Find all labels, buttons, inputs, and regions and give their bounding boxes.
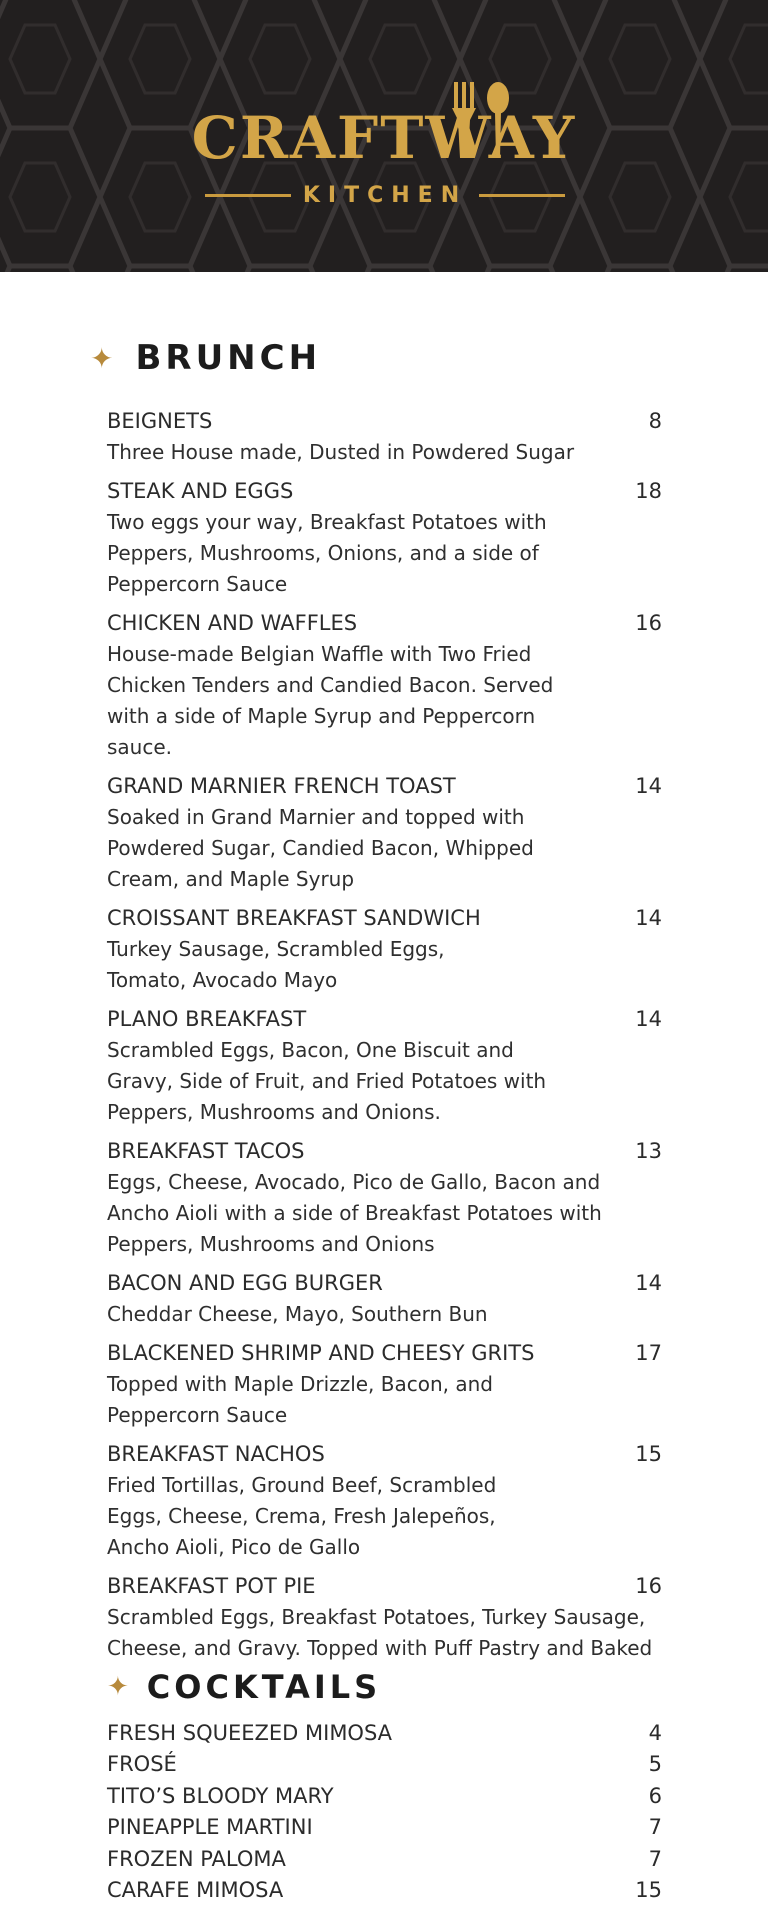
item-description: Topped with Maple Drizzle, Bacon, and Peppercorn Sauce xyxy=(107,1372,493,1427)
item-name: BREAKFAST TACOS xyxy=(107,1139,305,1163)
menu-item xyxy=(107,1268,662,1330)
brand-subtitle-row xyxy=(205,180,565,210)
item-name: CARAFE MIMOSA xyxy=(107,1878,284,1903)
divider xyxy=(479,194,565,197)
item-name: FROZEN PALOMA xyxy=(107,1846,286,1871)
menu-item xyxy=(107,1718,662,1749)
menu-item xyxy=(107,608,662,763)
item-description: Eggs, Cheese, Avocado, Pico de Gallo, Bacon and Ancho Aioli with a side of Breakfast Potatoes with Peppers, Mushrooms and Onions xyxy=(107,1170,602,1256)
item-name: BACON AND EGG BURGER xyxy=(107,1271,383,1295)
menu-item xyxy=(107,1875,662,1906)
item-description: Scrambled Eggs, Breakfast Potatoes, Turkey Sausage, Cheese, and Gravy. Topped with Puff Pastry and Baked xyxy=(107,1605,653,1660)
item-price: 15 xyxy=(635,1442,662,1466)
item-name: FROSÉ xyxy=(107,1752,177,1777)
item-price: 14 xyxy=(635,1271,662,1295)
item-name: TITO’S BLOODY MARY xyxy=(107,1783,334,1808)
item-price: 18 xyxy=(635,479,662,503)
item-price: 14 xyxy=(635,906,662,930)
item-price: 7 xyxy=(648,1815,662,1840)
item-name: CROISSANT BREAKFAST SANDWICH xyxy=(107,906,481,930)
menu-item xyxy=(107,1781,662,1812)
item-name: STEAK AND EGGS xyxy=(107,479,294,503)
cocktails-heading xyxy=(107,1668,381,1706)
item-price: 7 xyxy=(648,1846,662,1871)
divider xyxy=(205,194,291,197)
header-banner xyxy=(0,0,768,272)
item-price: 17 xyxy=(635,1341,662,1365)
item-description: Cheddar Cheese, Mayo, Southern Bun xyxy=(107,1302,488,1326)
brunch-heading xyxy=(90,338,321,378)
menu-item xyxy=(107,1136,662,1260)
menu-item xyxy=(107,1571,662,1664)
brand-subtitle: KITCHEN xyxy=(302,182,468,208)
menu-item xyxy=(107,1338,662,1431)
section-title: COCKTAILS xyxy=(146,1668,382,1706)
item-description: Three House made, Dusted in Powdered Sugar xyxy=(107,440,575,464)
item-description: Fried Tortillas, Ground Beef, Scrambled Eggs, Cheese, Crema, Fresh Jalepeños, Ancho Aioli, Pico de Gallo xyxy=(107,1473,497,1559)
item-price: 14 xyxy=(635,774,662,798)
item-description: Scrambled Eggs, Bacon, One Biscuit and Gravy, Side of Fruit, and Fried Potatoes with Peppers, Mushrooms and Onions. xyxy=(107,1038,547,1124)
item-name: BREAKFAST NACHOS xyxy=(107,1442,325,1466)
brand-name: CRAFTWAY xyxy=(191,104,577,172)
menu-item xyxy=(107,406,662,468)
section-title: BRUNCH xyxy=(135,338,322,378)
item-name: CHICKEN AND WAFFLES xyxy=(107,611,358,635)
item-name: PLANO BREAKFAST xyxy=(107,1007,307,1031)
menu-item xyxy=(107,1439,662,1563)
item-price: 14 xyxy=(635,1007,662,1031)
brunch-menu xyxy=(107,406,662,1672)
item-price: 5 xyxy=(648,1752,662,1777)
item-description: Soaked in Grand Marnier and topped with Powdered Sugar, Candied Bacon, Whipped Cream, and Maple Syrup xyxy=(107,805,534,891)
star-icon: ✦ xyxy=(107,1672,133,1702)
item-price: 15 xyxy=(635,1878,662,1903)
menu-item xyxy=(107,1812,662,1843)
item-name: BREAKFAST POT PIE xyxy=(107,1574,316,1598)
item-description: Two eggs your way, Breakfast Potatoes with Peppers, Mushrooms, Onions, and a side of Peppercorn Sauce xyxy=(107,510,547,596)
item-name: FRESH SQUEEZED MIMOSA xyxy=(107,1721,393,1745)
item-price: 13 xyxy=(635,1139,662,1163)
cocktail-menu xyxy=(107,1718,662,1906)
item-price: 16 xyxy=(635,1574,662,1598)
star-icon: ✦ xyxy=(90,341,118,375)
menu-item xyxy=(107,1004,662,1128)
item-name: PINEAPPLE MARTINI xyxy=(107,1815,313,1840)
menu-item xyxy=(107,1749,662,1780)
item-name: GRAND MARNIER FRENCH TOAST xyxy=(107,774,456,798)
item-price: 4 xyxy=(648,1721,662,1745)
menu-item xyxy=(107,771,662,895)
item-description: Turkey Sausage, Scrambled Eggs, Tomato, Avocado Mayo xyxy=(107,937,445,992)
item-price: 16 xyxy=(635,611,662,635)
item-price: 8 xyxy=(648,409,662,433)
menu-item xyxy=(107,1844,662,1875)
menu-item xyxy=(107,476,662,600)
logo xyxy=(0,0,768,272)
item-name: BLACKENED SHRIMP AND CHEESY GRITS xyxy=(107,1341,535,1365)
menu-item xyxy=(107,903,662,996)
item-price: 6 xyxy=(648,1783,662,1808)
item-description: House-made Belgian Waffle with Two Fried Chicken Tenders and Candied Bacon. Served with a side of Maple Syrup and Peppercorn sauce. xyxy=(107,642,554,759)
item-name: BEIGNETS xyxy=(107,409,213,433)
